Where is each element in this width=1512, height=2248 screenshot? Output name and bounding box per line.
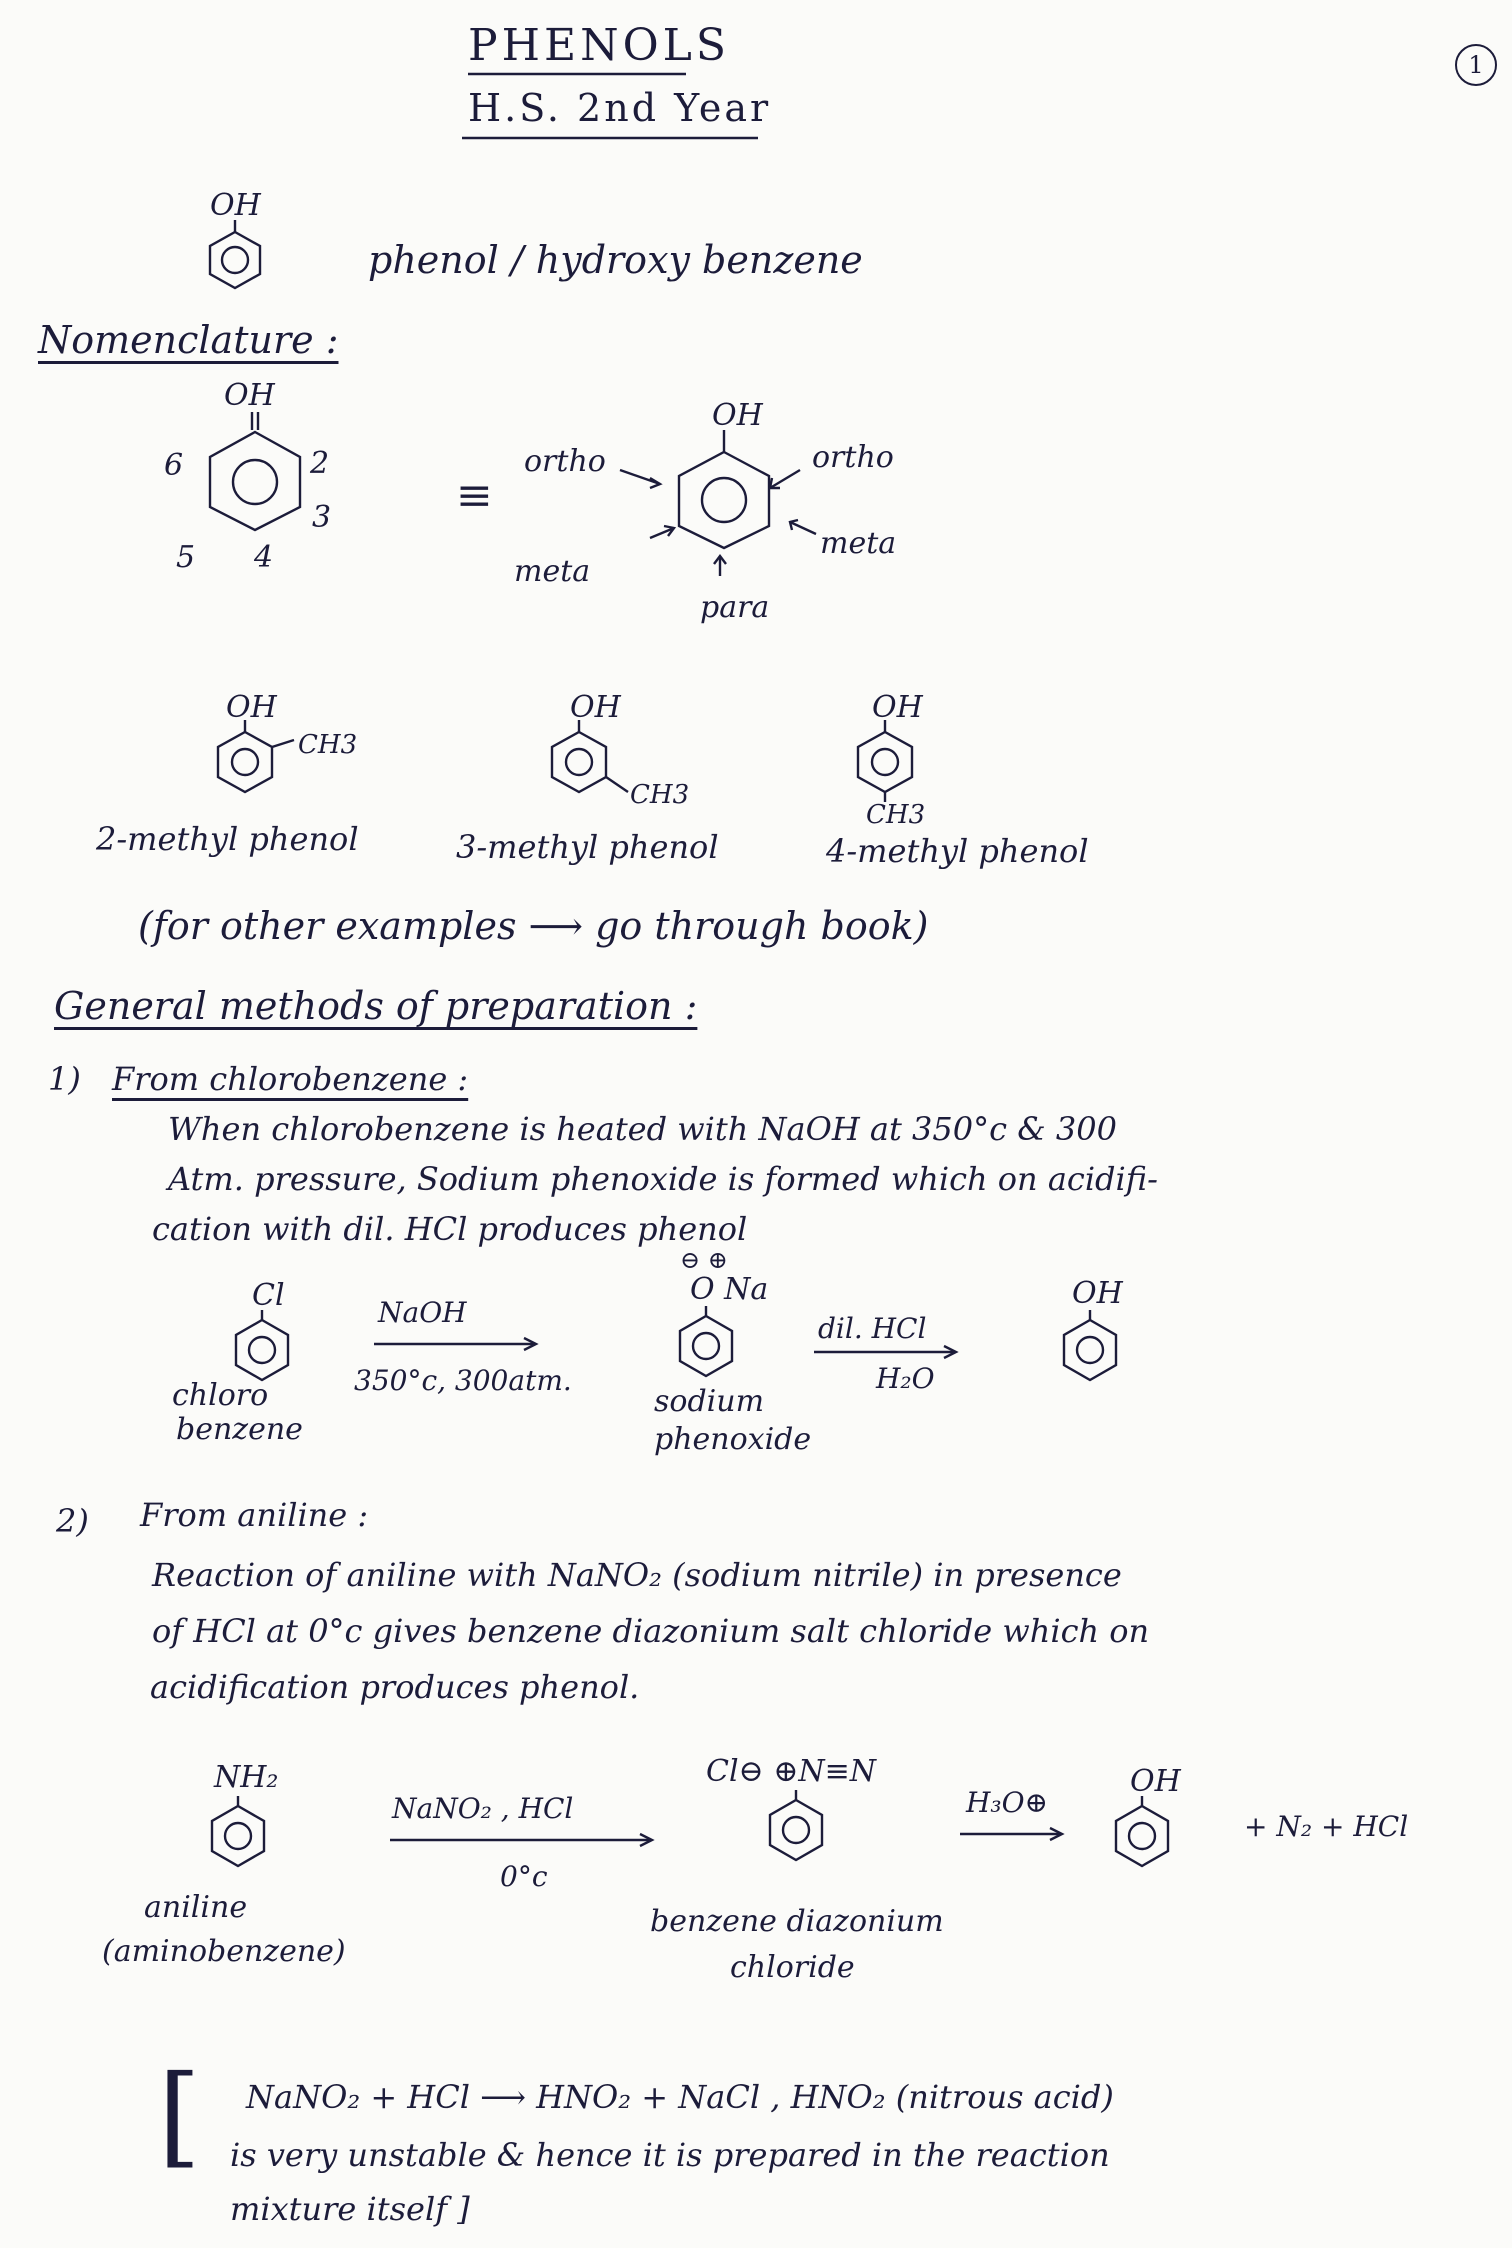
benzene-ring-icon [200,220,270,290]
title-underline [468,70,688,80]
m2-nh2: NH₂ [214,1760,279,1795]
m1-reagent-bottom: 350°c, 300atm. [354,1364,572,1397]
m1-reagent-top: NaOH [378,1296,467,1329]
m1-label-reactant-1: chloro [172,1378,269,1413]
nomenclature-heading: Nomenclature : [38,318,339,362]
m2-label-reactant-2: (aminobenzene) [102,1934,346,1969]
m1-arrow-2 [814,1344,964,1364]
method2-line3: acidification produces phenol. [150,1668,640,1706]
m2-name: 2-methyl phenol [96,820,359,858]
nom-num-6: 6 [164,448,184,483]
page-title: PHENOLS [468,20,731,71]
m4-name: 4-methyl phenol [826,832,1089,870]
position-arrows [500,448,1240,608]
m1-arrow-1 [374,1336,544,1356]
method1-title: From chlorobenzene : [112,1060,469,1098]
m1-oh: OH [1072,1276,1123,1311]
m3-name: 3-methyl phenol [456,828,719,866]
method1-line1: When chlorobenzene is heated with NaOH at 350°c & 300 [168,1110,1117,1148]
note-line2: is very unstable & hence it is prepared in the reaction [230,2136,1110,2174]
nom-num-4: 4 [254,540,274,575]
page-subtitle: H.S. 2nd Year [468,86,772,130]
label-meta-left: meta [514,554,591,589]
m2-reagent2-top: H₃O⊕ [966,1786,1049,1819]
label-ortho-left: ortho [524,444,606,479]
m2-byproducts: + N₂ + HCl [1244,1810,1409,1843]
m1-reagent2-top: dil. HCl [818,1312,927,1345]
m3-oh: OH [570,690,621,725]
label-meta-right: meta [820,526,897,561]
page-number: 1 [1468,51,1484,79]
m4-ch3: CH3 [866,800,926,830]
m2-reagent-bottom: 0°c [500,1860,548,1893]
intro-caption: phenol / hydroxy benzene [368,238,863,282]
method2-line2: of HCl at 0°c gives benzene diazonium salt chloride which on [152,1612,1150,1650]
pos-oh: OH [712,398,763,433]
m2-label-intermediate-2: chloride [730,1950,855,1985]
m3-ch3: CH3 [630,780,690,810]
m1-label-reactant-2: benzene [176,1412,303,1447]
phenol-product-2-icon [1112,1796,1192,1876]
method1-line3: cation with dil. HCl produces phenol [152,1210,748,1248]
m1-label-intermediate-1: sodium [654,1384,765,1419]
nom-num-2: 2 [310,446,330,481]
m1-label-intermediate-2: phenoxide [654,1422,812,1457]
m2-oh: OH [226,690,277,725]
label-para: para [700,590,770,625]
m2-arrow-1 [390,1832,660,1852]
m2-arrow-2 [960,1826,1070,1846]
note-line3: mixture itself ] [230,2190,470,2228]
method2-title: From aniline : [140,1496,369,1534]
m1-ona: O Na [690,1272,769,1307]
open-bracket: [ [158,2051,201,2179]
sodium-phenoxide-icon [676,1306,756,1386]
numbered-benzene-icon [200,412,310,532]
method2-line1: Reaction of aniline with NaNO₂ (sodium nitrile) in presence [152,1556,1122,1594]
diazonium-icon [766,1790,846,1870]
m2-oh: OH [1130,1764,1181,1799]
intro-oh: OH [210,188,261,223]
other-examples-note: (for other examples ⟶ go through book) [138,904,929,948]
m4-oh: OH [872,690,923,725]
page-number-badge [1455,44,1497,86]
note-line1: NaNO₂ + HCl ⟶ HNO₂ + NaCl , HNO₂ (nitrous acid) [246,2078,1114,2116]
aniline-icon [208,1796,288,1876]
m2-label-reactant-1: aniline [144,1890,248,1925]
phenol-product-icon [1060,1310,1140,1390]
m2-diazo: Cl⊖ ⊕N≡N [706,1754,876,1789]
m1-cl: Cl [252,1278,285,1313]
m1-reagent2-bottom: H₂O [876,1362,935,1395]
nom-oh: OH [224,378,275,413]
equivalence-sign: ≡ [456,470,493,521]
method2-num: 2) [56,1502,89,1540]
subtitle-underline [462,134,762,144]
nom-num-3: 3 [312,500,332,535]
nom-num-5: 5 [176,540,196,575]
label-ortho-right: ortho [812,440,894,475]
m2-label-intermediate-1: benzene diazonium [650,1904,944,1939]
m2-reagent-top: NaNO₂ , HCl [392,1792,574,1825]
m1-charges: ⊖ ⊕ [680,1246,728,1274]
method1-num: 1) [48,1060,81,1098]
prep-heading: General methods of preparation : [54,984,698,1028]
m2-ch3: CH3 [298,730,358,760]
method1-line2: Atm. pressure, Sodium phenoxide is formed which on acidifi- [168,1160,1158,1198]
